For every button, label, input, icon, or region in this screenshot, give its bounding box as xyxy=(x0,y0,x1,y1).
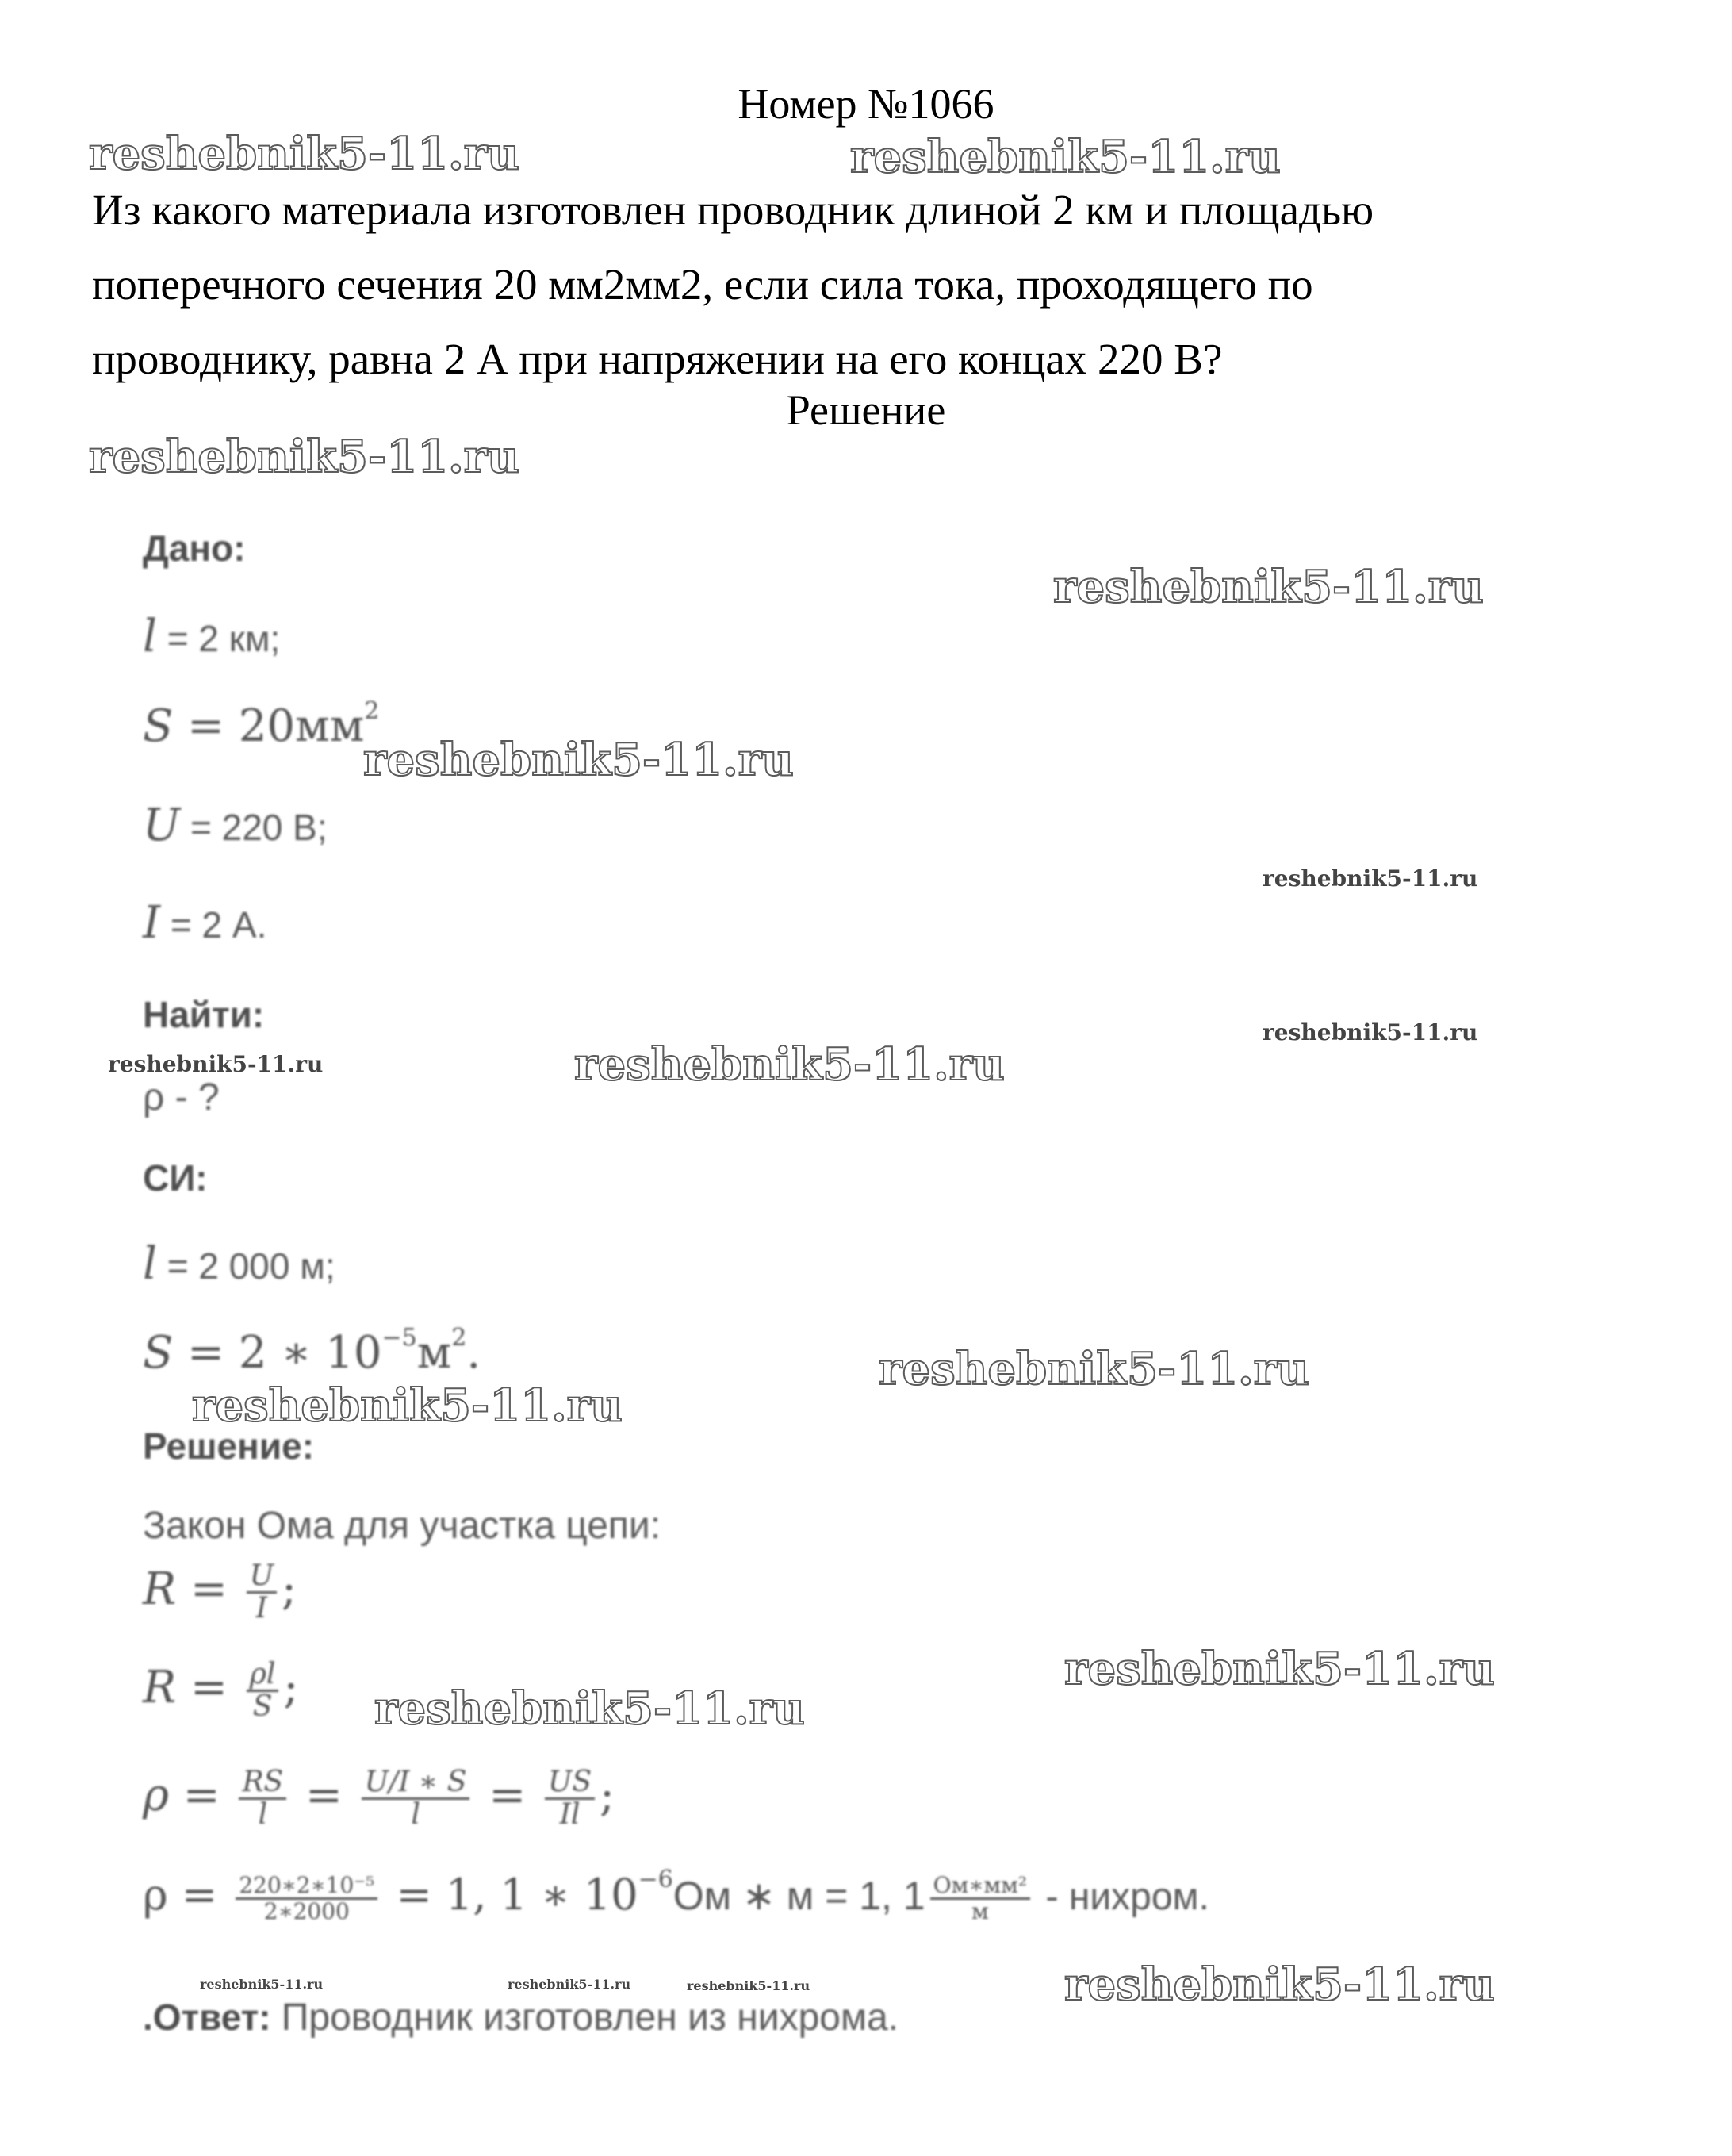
watermark: reshebnik5-11.ru xyxy=(1263,1019,1478,1045)
given-voltage: U = 220 В; xyxy=(143,800,328,851)
si-label: СИ: xyxy=(143,1157,208,1199)
watermark: reshebnik5-11.ru xyxy=(1053,561,1484,613)
task-statement xyxy=(92,173,1646,397)
given-length: l = 2 км; xyxy=(143,611,281,662)
watermark: reshebnik5-11.ru xyxy=(1064,1958,1495,2011)
watermark: reshebnik5-11.ru xyxy=(374,1682,805,1735)
watermark: reshebnik5-11.ru xyxy=(89,128,519,180)
answer: .Ответ: Проводник изготовлен из нихрома. xyxy=(143,1997,899,2039)
task-line: поперечного сечения 20 мм2мм2, если сила тока, проходящего по xyxy=(92,260,1313,309)
task-line: проводнику, равна 2 А при напряжении на его концах 220 В? xyxy=(92,335,1223,383)
solution-heading: Решение xyxy=(786,386,946,434)
si-area: S = 2 ∗ $10^{-5}м^2$. xyxy=(143,1324,481,1379)
formula-calculation: ρ = $\frac{\text{220∗2∗10⁻⁵}}{2∗2000}$ = 1, 1 ∗ $10^{-6}Ом$ ∗ м = 1, 1 $\frac{\text{Ом∗мм²}}{м}$ - нихром. xyxy=(143,1866,1209,1924)
formula-resistivity: ρ = $\frac{RS}{l}$ = $\frac{U/I ∗ S}{l}$ = $\frac{US}{Il}$ ; xyxy=(143,1766,615,1831)
ohm-law-text: Закон Ома для участка цепи: xyxy=(143,1505,661,1547)
watermark: reshebnik5-11.ru xyxy=(1263,865,1478,892)
task-line: Из какого материала изготовлен проводник длиной 2 км и площадью xyxy=(92,186,1374,234)
watermark: reshebnik5-11.ru xyxy=(687,1978,810,1993)
watermark: reshebnik5-11.ru xyxy=(850,131,1281,183)
watermark: reshebnik5-11.ru xyxy=(879,1343,1309,1395)
watermark: reshebnik5-11.ru xyxy=(508,1977,631,1992)
watermark: reshebnik5-11.ru xyxy=(1064,1643,1495,1695)
given-current: I = 2 А. xyxy=(143,897,267,949)
given-label: Дано: xyxy=(143,527,246,569)
watermark: reshebnik5-11.ru xyxy=(108,1051,324,1077)
watermark: reshebnik5-11.ru xyxy=(574,1038,1005,1091)
si-length: l = 2 000 м; xyxy=(143,1238,335,1290)
formula-ohm: R = $\frac{U}{I}$ ; xyxy=(143,1559,297,1625)
watermark: reshebnik5-11.ru xyxy=(363,734,794,786)
given-area: $S = 20мм^2$ xyxy=(143,697,380,752)
solution-label: Решение: xyxy=(143,1425,315,1467)
watermark: reshebnik5-11.ru xyxy=(192,1379,623,1432)
find-value: ρ - ? xyxy=(143,1076,220,1118)
watermark: reshebnik5-11.ru xyxy=(200,1977,324,1992)
page-title: Номер №1066 xyxy=(738,80,994,128)
watermark: reshebnik5-11.ru xyxy=(89,431,519,483)
find-label: Найти: xyxy=(143,994,265,1035)
formula-resistance: R = $\frac{\rho l}{S}$ ; xyxy=(143,1658,299,1723)
